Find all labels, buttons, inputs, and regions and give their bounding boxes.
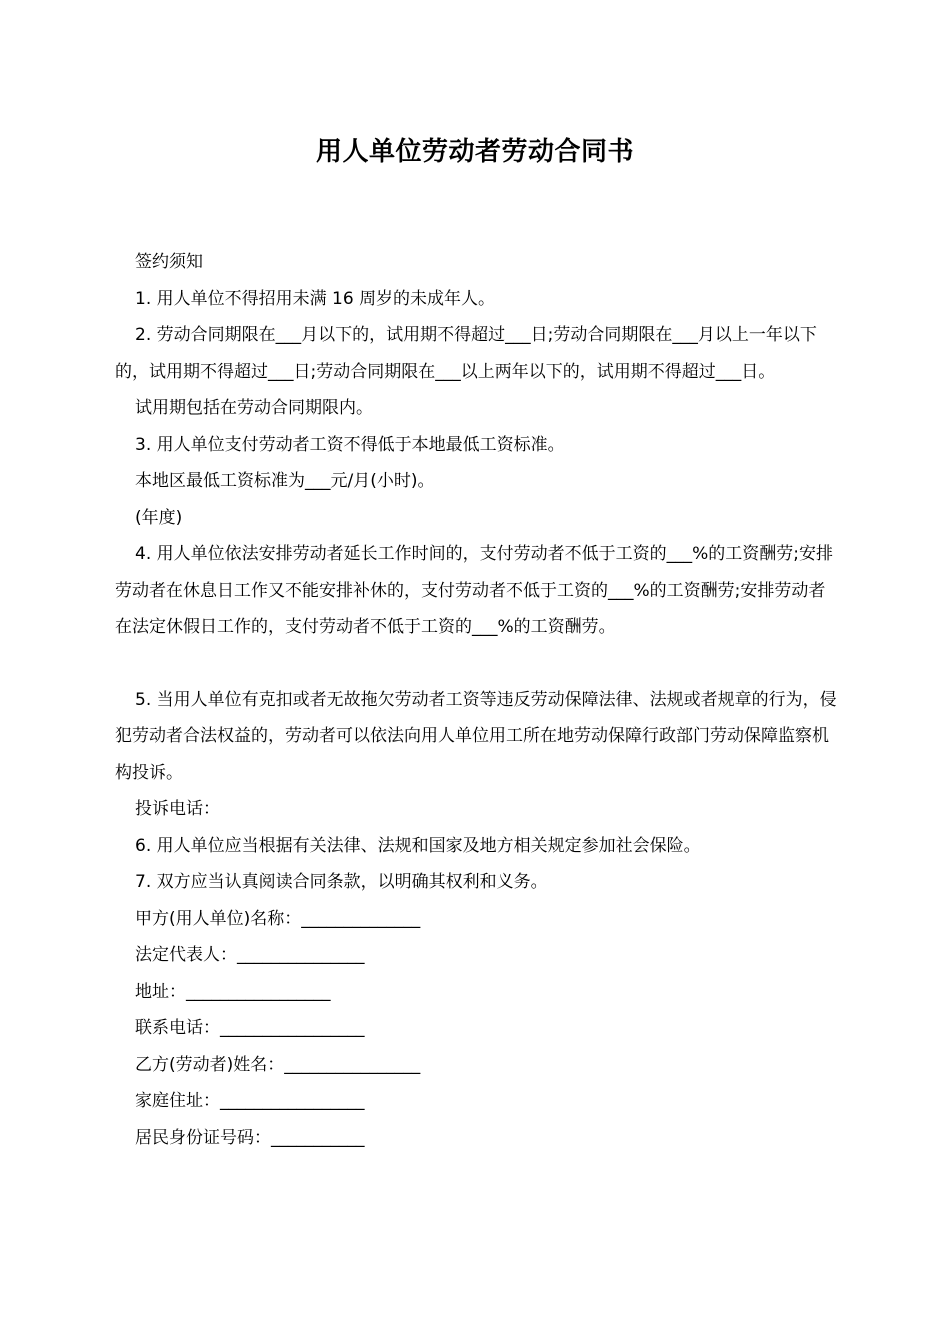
complaint-phone: 投诉电话： <box>135 799 220 819</box>
clause-2: 2. 劳动合同期限在___月以下的，试用期不得超过___日;劳动合同期限在___月以上一年以下的，试用期不得超过___日;劳动合同期限在___以上两年以下的，试用期不得超过___日。 <box>115 325 817 382</box>
clause-4: 4. 用人单位依法安排劳动者延长工作时间的，支付劳动者不低于工资的___%的工资酬劳;安排劳动者在休息日工作又不能安排补休的，支付劳动者不低于工资的___%的工资酬劳;安排劳动者在法定休假日工作的，支付劳动者不低于工资的___%的工资酬劳。 <box>115 544 834 637</box>
employer-name-field: 甲方(用人单位)名称：______________ <box>135 908 421 929</box>
legal-representative-field: 法定代表人：_______________ <box>135 945 365 965</box>
address-field: 地址：_________________ <box>135 981 331 1002</box>
clause-2-note: 试用期包括在劳动合同期限内。 <box>135 398 373 418</box>
id-number-field: 居民身份证号码：___________ <box>135 1127 365 1148</box>
paragraph-spacer <box>115 646 840 682</box>
clause-3-wage: 本地区最低工资标准为___元/月(小时)。 <box>135 471 435 491</box>
clause-3: 3. 用人单位支付劳动者工资不得低于本地最低工资标准。 <box>135 434 565 455</box>
home-address-field: 家庭住址：_________________ <box>135 1091 365 1111</box>
contact-phone-field: 联系电话：_________________ <box>135 1018 365 1038</box>
document-title: 用人单位劳动者劳动合同书 <box>315 137 634 167</box>
clause-1: 1. 用人单位不得招用未满 16 周岁的未成年人。 <box>135 288 496 309</box>
clause-6: 6. 用人单位应当根据有关法律、法规和国家及地方相关规定参加社会保险。 <box>135 835 701 856</box>
clause-3-year: (年度) <box>135 507 183 528</box>
clause-7: 7. 双方应当认真阅读合同条款，以明确其权利和义务。 <box>135 872 548 892</box>
notice-heading: 签约须知 <box>135 252 203 272</box>
document-body <box>115 244 840 1156</box>
clause-5: 5. 当用人单位有克扣或者无故拖欠劳动者工资等违反劳动保障法律、法规或者规章的行为，侵犯劳动者合法权益的，劳动者可以依法向用人单位用工所在地劳动保障行政部门劳动保障监察机构投诉。 <box>115 689 837 783</box>
employee-name-field: 乙方(劳动者)姓名：________________ <box>135 1054 421 1075</box>
